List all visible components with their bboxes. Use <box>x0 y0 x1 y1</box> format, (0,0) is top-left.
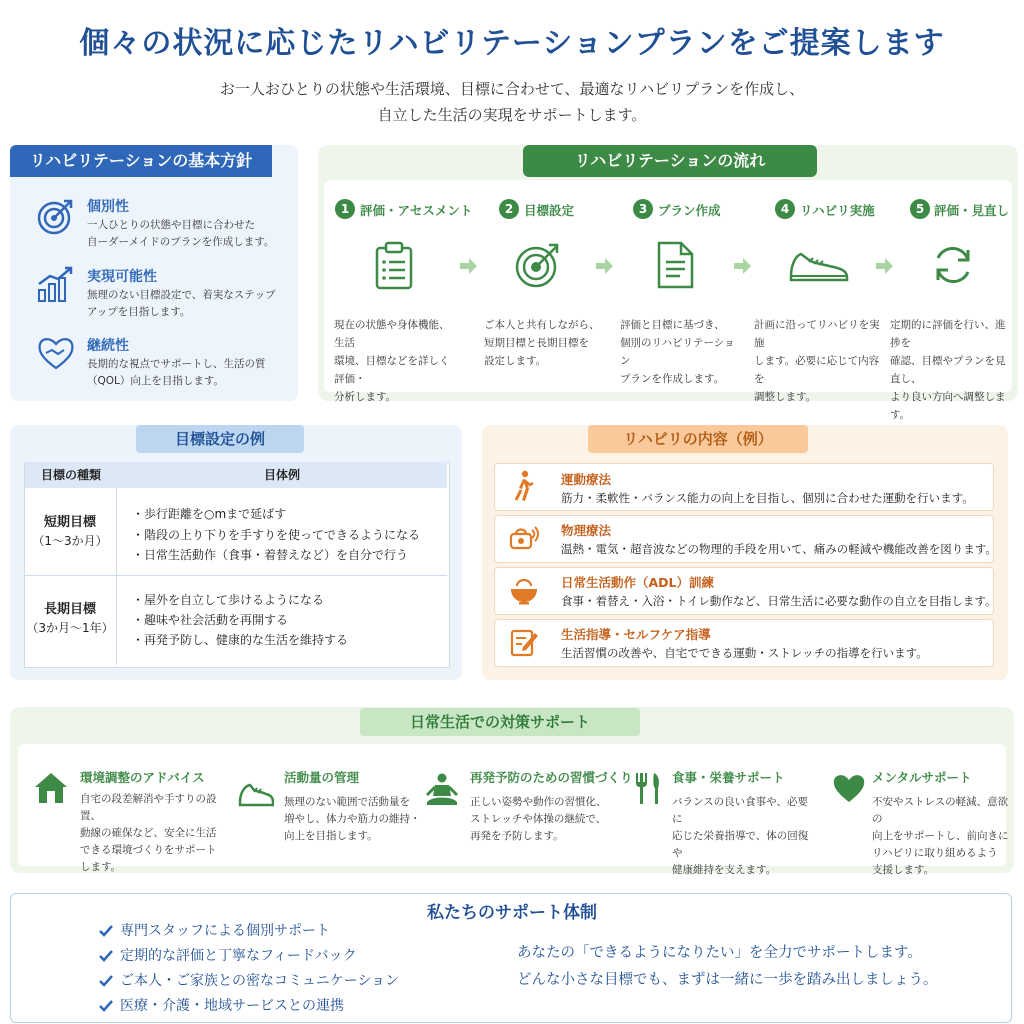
step-label: プラン作成 <box>658 203 721 218</box>
sneaker-icon <box>238 776 274 812</box>
step-description: 現在の状態や身体機能、生活 環境、目標などを詳しく評価・ 分析します。 <box>334 319 450 403</box>
arrow-right-icon <box>458 256 478 276</box>
support-title: 活動量の管理 <box>284 770 360 785</box>
content-text: 生活習慣の改善や、自宅でできる運動・ストレッチの指導を行います。 <box>561 646 928 660</box>
step-number: 5 <box>910 199 930 219</box>
policy-item-title: 個別性 <box>87 199 129 215</box>
refresh-icon <box>928 240 978 290</box>
fork-knife-icon <box>630 770 666 806</box>
flow-heading: リハビリテーションの流れ <box>523 145 817 177</box>
step-label: 評価・見直し <box>934 203 1010 218</box>
contents-heading: リハビリの内容（例） <box>588 425 808 453</box>
page-subtitle-line2: 自立した生活の実現をサポートします。 <box>377 106 647 124</box>
table-divider <box>116 488 117 665</box>
support-item: 専門スタッフによる個別サポート <box>120 923 330 939</box>
notepad-pen-icon <box>508 626 540 658</box>
page-title: 個々の状況に応じたリハビリテーションプランをご提案します <box>79 26 945 61</box>
table-row-label: 長期目標 （3か月〜1年） <box>26 602 114 635</box>
list-item: ・屋外を自立して歩けるようになる <box>132 593 325 607</box>
checkmark-icon <box>98 998 114 1014</box>
target-icon <box>36 196 76 236</box>
support-item: 医療・介護・地域サービスとの連携 <box>120 998 344 1014</box>
shoe-icon <box>787 246 851 286</box>
document-icon <box>650 240 700 290</box>
arrow-right-icon <box>732 256 752 276</box>
meditation-icon <box>424 772 460 808</box>
policy-item-text: 一人ひとりの状態や目標に合わせた 自ーダーメイドのプランを作成します。 <box>87 219 275 248</box>
step-description: 評価と目標に基づき、 個別のリハビリテーション プランを作成します。 <box>620 319 735 385</box>
heart-hands-icon <box>36 333 76 373</box>
support-system-heading: 私たちのサポート体制 <box>427 903 597 923</box>
table-header: 目体例 <box>117 462 447 488</box>
clipboard-icon <box>369 240 419 290</box>
step-number: 1 <box>335 199 355 219</box>
daily-support-heading: 日常生活での対策サポート <box>360 708 640 736</box>
support-text: 無理のない範囲で活動量を 増やし、体力や筋力の維持・ 向上を目指します。 <box>284 796 421 842</box>
target-icon <box>513 240 563 290</box>
bowl-icon <box>508 574 540 606</box>
support-text: バランスの良い食事や、必要に 応じた栄養指導で、体の回復や 健康維持を支えます。 <box>672 796 809 876</box>
content-text: 筋力・柔軟性・バランス能力の向上を目指し、個別に合わせた運動を行います。 <box>561 491 974 505</box>
arrow-right-icon <box>594 256 614 276</box>
support-item: 定期的な評価と丁寧なフィードバック <box>120 948 357 964</box>
house-icon <box>33 770 69 806</box>
heart-icon <box>831 770 867 806</box>
list-item: ・日常生活動作（食事・着替えなど）を自分で行う <box>132 548 409 562</box>
content-title: 日常生活動作（ADL）訓練 <box>561 575 715 590</box>
support-message: どんな小さな目標でも、まずは一緒に一歩を踏み出しましょう。 <box>517 972 938 988</box>
page-subtitle-line1: お一人おひとりの状態や生活環境、目標に合わせて、最適なリハビリプランを作成し、 <box>219 80 805 98</box>
content-title: 運動療法 <box>561 472 612 487</box>
support-item: ご本人・ご家族との密なコミュニケーション <box>120 973 400 989</box>
step-label: リハビリ実施 <box>800 203 875 218</box>
table-divider <box>25 575 447 576</box>
checkmark-icon <box>98 948 114 964</box>
step-description: 計画に沿ってリハビリを実施 します。必要に応じて内容を 調整します。 <box>754 319 880 403</box>
content-title: 生活指導・セルフケア指導 <box>561 627 711 642</box>
policy-item-title: 継続性 <box>87 338 129 354</box>
support-title: 食事・栄養サポート <box>672 770 785 785</box>
content-title: 物理療法 <box>561 523 612 538</box>
policy-item-title: 実現可能性 <box>87 269 157 285</box>
step-description: 定期的に評価を行い、進捗を 確認、目標やプランを見直し、 より良い方向へ調整します。 <box>890 319 1006 421</box>
support-message: あなたの「できるようになりたい」を全力でサポートします。 <box>517 945 922 961</box>
step-number: 2 <box>499 199 519 219</box>
list-item: ・趣味や社会活動を再開する <box>132 613 289 627</box>
list-item: ・歩行距離を○mまで延ばす <box>132 507 287 521</box>
checkmark-icon <box>98 973 114 989</box>
physical-therapy-icon <box>508 522 540 554</box>
growth-chart-icon <box>36 264 76 304</box>
step-number: 4 <box>775 199 795 219</box>
content-text: 食事・着替え・入浴・トイレ動作など、日常生活に必要な動作の自立を目指します。 <box>561 594 997 608</box>
list-item: ・再発予防し、健康的な生活を維持する <box>132 633 349 647</box>
policy-heading: リハビリテーションの基本方針 <box>10 145 272 177</box>
content-text: 温熱・電気・超音波などの物理的手段を用いて、痛みの軽減や機能改善を図ります。 <box>561 542 997 556</box>
support-text: 正しい姿勢や動作の習慣化、 ストレッチや体操の継続で、 再発を予防します。 <box>470 796 607 842</box>
policy-item-text: 長期的な視点でサポートし、生活の質 （QOL）向上を目指します。 <box>87 358 266 387</box>
support-title: 再発予防のための習慣づくり <box>470 770 633 785</box>
support-text: 不安やストレスの軽減、意欲の 向上をサポートし、前向きに リハビリに取り組めるよう 支援します。 <box>872 796 1009 876</box>
checkmark-icon <box>98 923 114 939</box>
arrow-right-icon <box>874 256 894 276</box>
step-description: ご本人と共有しながら、 短期目標と長期目標を 設定します。 <box>484 319 600 367</box>
walking-person-icon <box>508 470 540 502</box>
support-title: メンタルサポート <box>872 770 972 785</box>
step-label: 目標設定 <box>524 203 575 218</box>
policy-item-text: 無理のない目標設定で、着実なステップ アップを目指します。 <box>87 289 276 318</box>
goal-heading: 目標設定の例 <box>136 425 304 453</box>
table-row-label: 短期目標 （1〜3か月） <box>32 515 108 548</box>
support-title: 環境調整のアドバイス <box>80 770 205 785</box>
step-label: 評価・アセスメント <box>360 203 473 218</box>
table-header: 目標の種類 <box>25 462 117 488</box>
step-number: 3 <box>633 199 653 219</box>
support-text: 自宅の段差解消や手すりの設置、 動線の確保など、安全に生活 できる環境づくりをサポート します。 <box>80 793 217 873</box>
list-item: ・階段の上り下りを手すりを使ってできるようになる <box>132 528 421 542</box>
